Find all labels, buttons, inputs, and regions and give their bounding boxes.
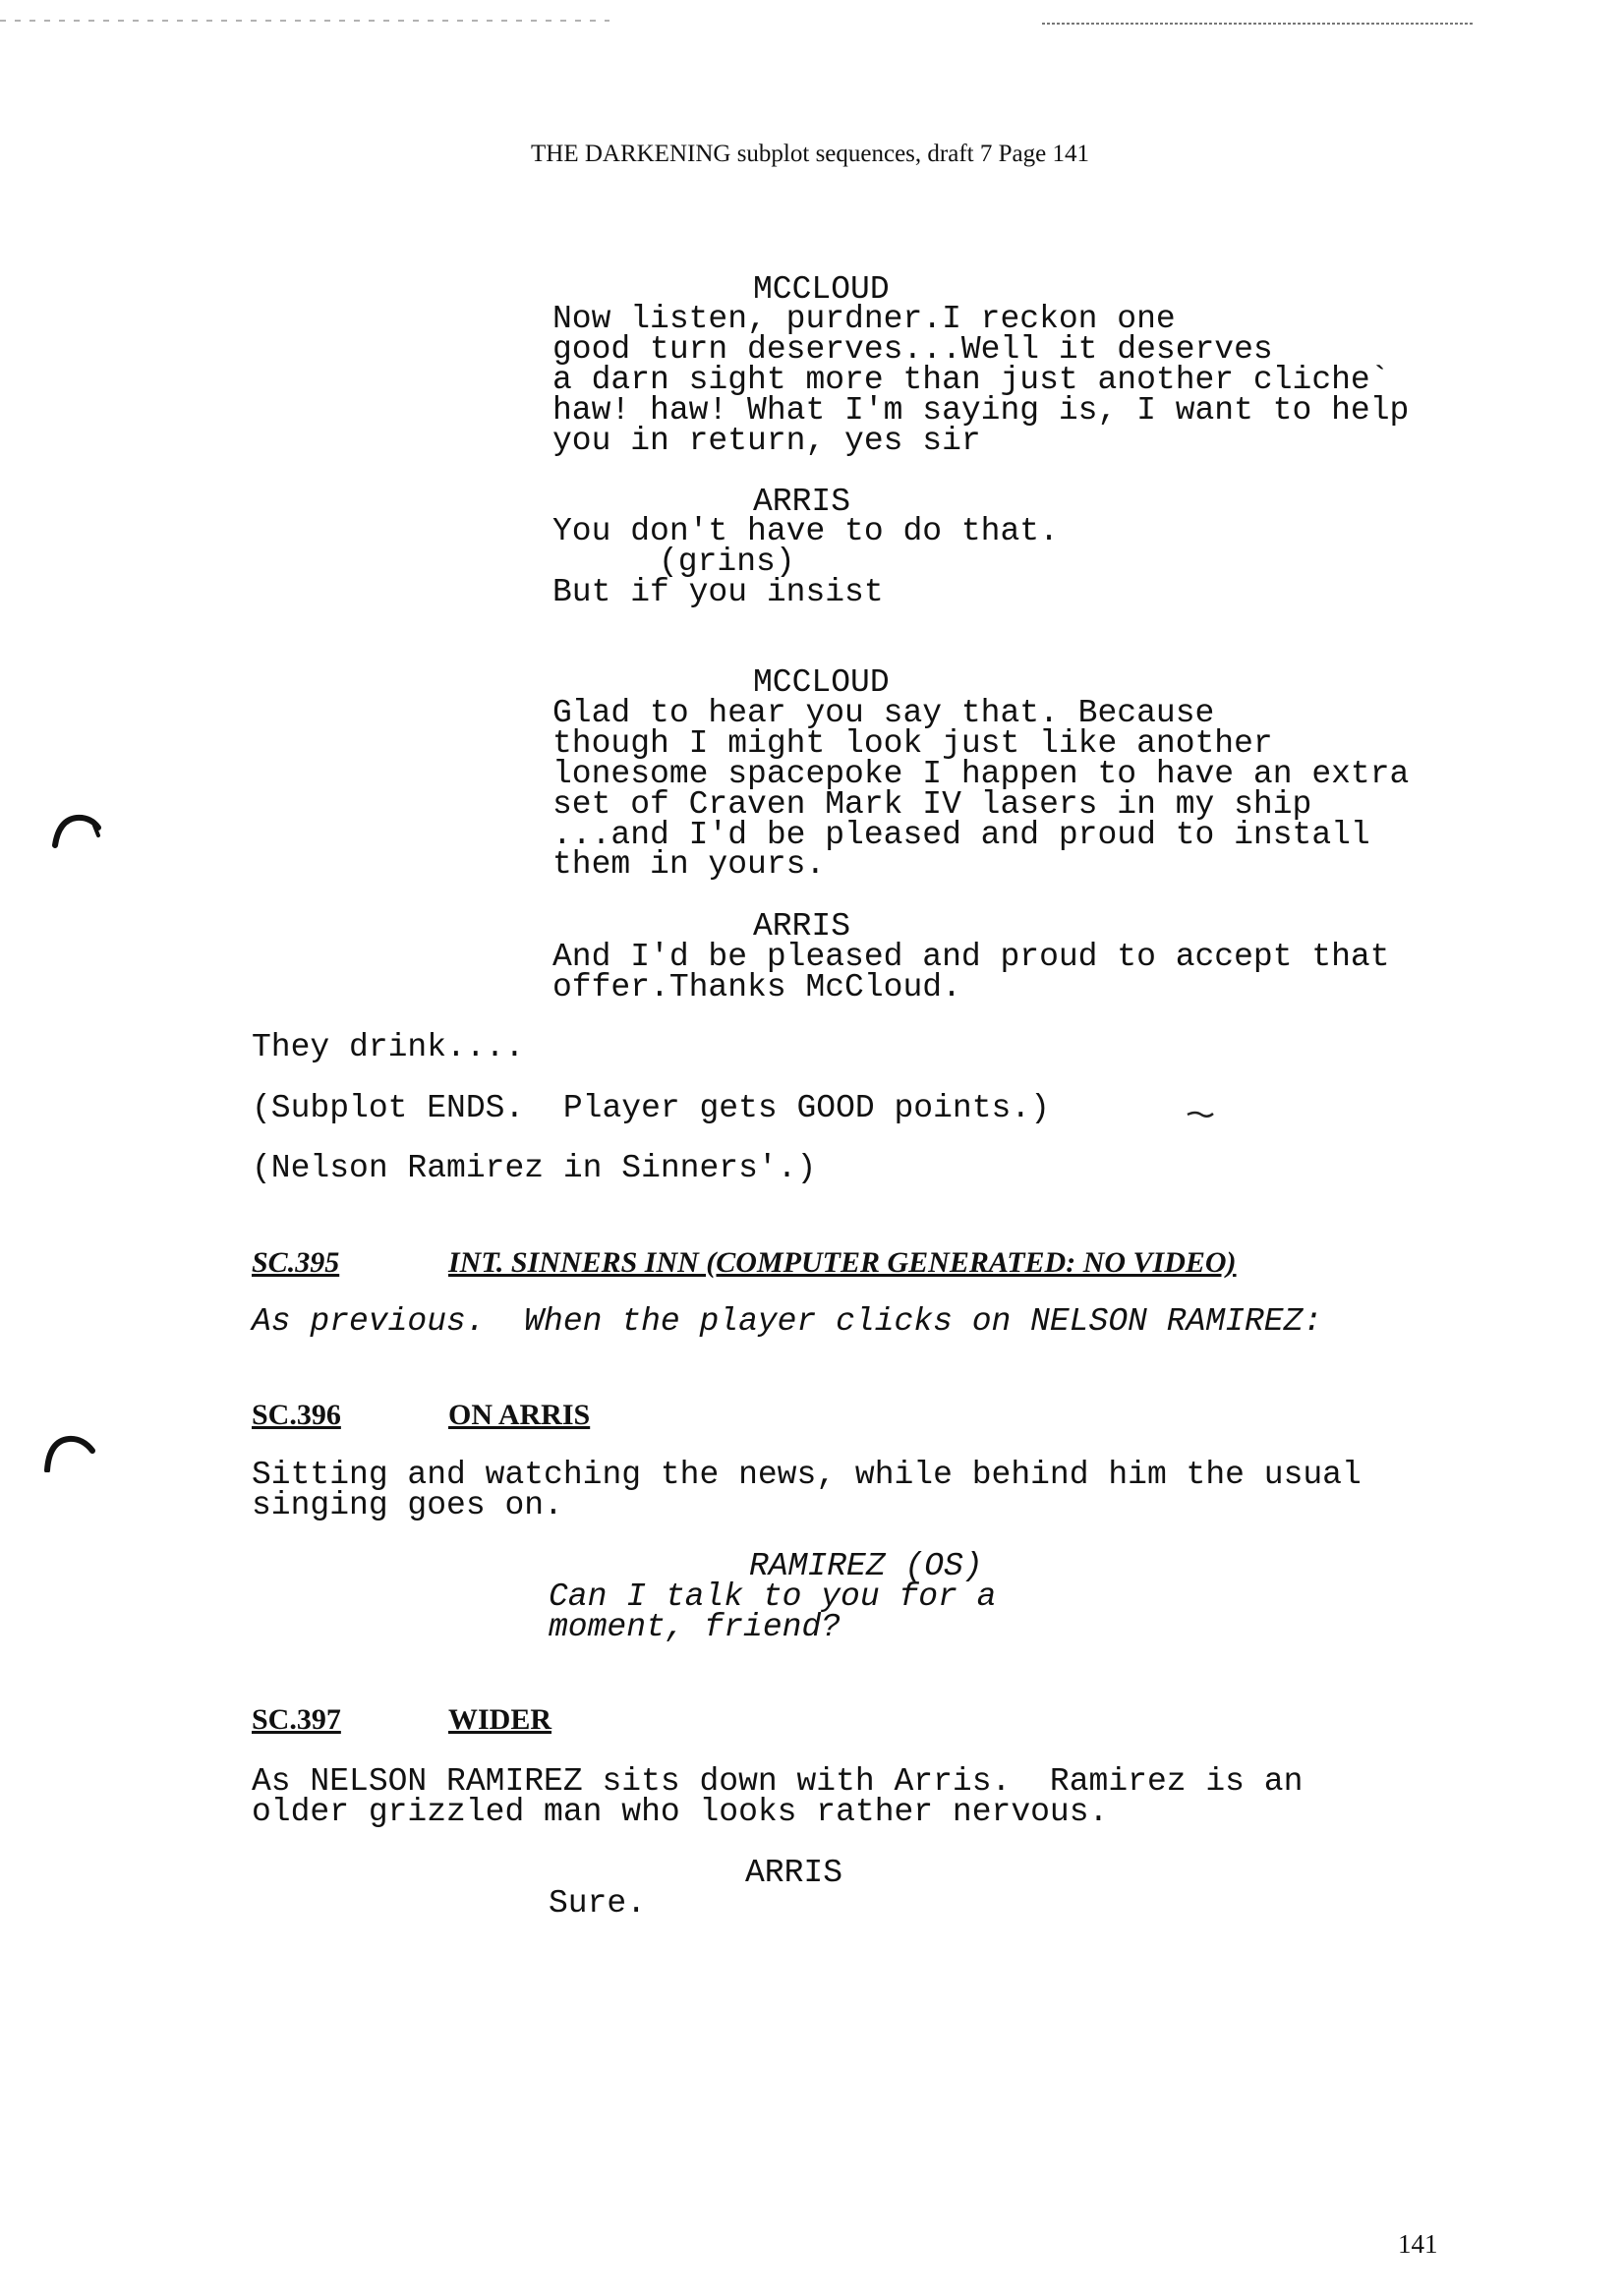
scene-heading: WIDER: [448, 1703, 552, 1736]
dialogue-line: haw! haw! What I'm saying is, I want to help: [552, 392, 1410, 429]
pen-mark: [1186, 1109, 1215, 1120]
page-number: 141: [1398, 2229, 1438, 2259]
dialogue-line: Can I talk to you for a: [549, 1578, 997, 1615]
scene-number: SC.397: [252, 1703, 341, 1736]
dialogue-line: You don't have to do that.: [552, 513, 1059, 549]
dialogue-line: though I might look just like another: [552, 725, 1273, 762]
dialogue-line: a darn sight more than just another cliche`: [552, 362, 1390, 398]
scene-description: Sitting and watching the news, while behind him the usual: [252, 1457, 1362, 1493]
dialogue-line: And I'd be pleased and proud to accept that: [552, 939, 1390, 975]
dialogue-line: lonesome spacepoke I happen to have an extra: [552, 756, 1410, 792]
character-name: MCCLOUD: [753, 271, 890, 308]
action-line: (Subplot ENDS. Player gets GOOD points.): [252, 1090, 1050, 1126]
page-header: THE DARKENING subplot sequences, draft 7 Page 141: [531, 141, 1089, 167]
dialogue-line: offer.Thanks McCloud.: [552, 969, 961, 1005]
dialogue-line: good turn deserves...Well it deserves: [552, 331, 1273, 368]
scene-description: As previous. When the player clicks on NELSON RAMIREZ:: [252, 1303, 1323, 1340]
scene-number: SC.395: [252, 1246, 340, 1279]
dialogue-line: set of Craven Mark IV lasers in my ship: [552, 786, 1312, 823]
scene-number: SC.396: [252, 1399, 341, 1431]
dialogue-line: you in return, yes sir: [552, 423, 981, 459]
scene-description: As NELSON RAMIREZ sits down with Arris. Ramirez is an: [252, 1763, 1304, 1800]
dialogue-line: Now listen, purdner.I reckon one: [552, 301, 1176, 337]
dialogue-line: them in yours.: [552, 846, 826, 883]
dialogue-line: ...and I'd be pleased and proud to install: [552, 817, 1370, 853]
character-name: ARRIS: [753, 484, 851, 520]
parenthetical: (grins): [659, 544, 795, 580]
scene-description: older grizzled man who looks rather nervous.: [252, 1794, 1109, 1830]
punch-hole-mark: [51, 812, 102, 849]
dialogue-line: But if you insist: [552, 574, 884, 610]
action-line: (Nelson Ramirez in Sinners'.): [252, 1150, 817, 1186]
scan-artifact-top: [0, 16, 1624, 26]
dialogue-line: Sure.: [549, 1885, 647, 1922]
scene-heading: ON ARRIS: [448, 1399, 591, 1431]
scene-description: singing goes on.: [252, 1487, 563, 1523]
punch-hole-mark: [43, 1433, 96, 1472]
character-name: RAMIREZ (OS): [749, 1548, 983, 1584]
character-name: ARRIS: [745, 1855, 843, 1891]
character-name: ARRIS: [753, 908, 851, 945]
dialogue-line: moment, friend?: [549, 1609, 841, 1645]
action-line: They drink....: [252, 1029, 525, 1065]
dialogue-line: Glad to hear you say that. Because: [552, 695, 1215, 731]
scene-heading: INT. SINNERS INN (COMPUTER GENERATED: NO VIDEO): [448, 1246, 1237, 1279]
character-name: MCCLOUD: [753, 664, 890, 701]
